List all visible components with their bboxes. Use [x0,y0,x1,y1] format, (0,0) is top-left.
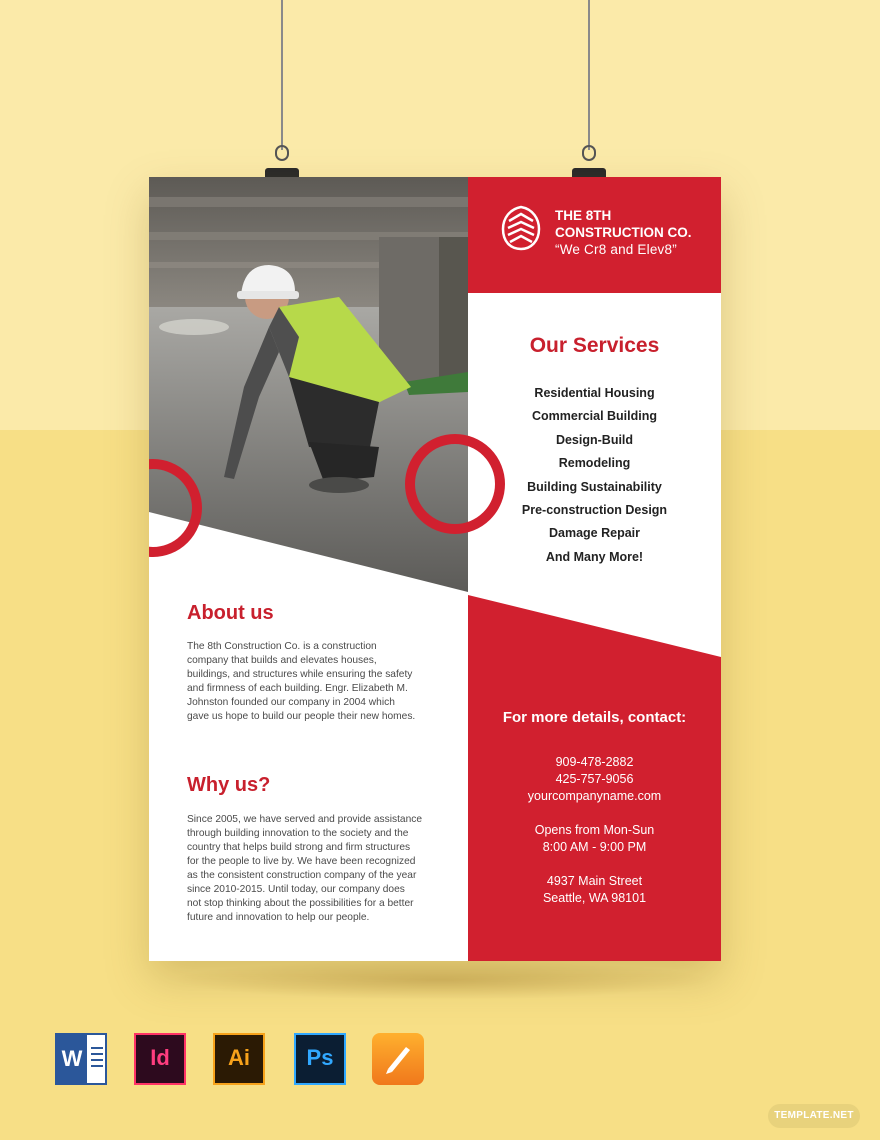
poster-shadow [170,960,710,1000]
why-line: since 2010-2015. Until today, our company does [187,884,405,895]
pages-icon[interactable] [372,1033,424,1085]
contact-city: Seattle, WA 98101 [542,891,647,905]
service-item: Damage Repair [548,526,640,541]
why-line: not stop thinking about the possibilities for a better [187,898,414,909]
word-icon[interactable]: W [55,1033,107,1085]
contact-phone-1: 909-478-2882 [555,755,634,769]
company-name-line2: CONSTRUCTION CO. [555,225,692,240]
template-net-watermark: TEMPLATE.NET [768,1104,860,1128]
services-title: Our Services [529,334,660,357]
why-line: Since 2005, we have served and provide assistance [187,814,423,825]
service-item: Design-Build [555,432,634,447]
company-tagline: “We Cr8 and Elev8” [555,242,677,257]
about-line: Johnston founded our company in 2004 which [187,697,395,708]
about-body [187,640,437,724]
contact-street: 4937 Main Street [546,874,643,888]
indesign-icon[interactable]: Id [134,1033,186,1085]
hanging-wire-right [588,0,590,150]
why-line: through building innovation to the society and the [187,828,409,839]
service-item: Commercial Building [531,409,658,424]
company-header [555,207,692,258]
contact-hours-label: Opens from Mon-Sun [534,823,655,837]
binder-clip-loop-right [582,145,596,161]
building-stripes-logo [501,205,541,251]
services-list [468,382,721,569]
why-line: future and innovation to help our people. [187,912,370,923]
about-line: buildings, and structures while ensuring the safety [187,669,413,680]
illustrator-icon[interactable]: Ai [213,1033,265,1085]
service-item: Pre-construction Design [521,502,668,517]
why-line: as the consistent construction company of the year [187,870,417,881]
about-title: About us [187,602,274,624]
contact-phone-2: 425-757-9056 [555,772,634,786]
hanging-wire-left [281,0,283,150]
about-line: The 8th Construction Co. is a construction [187,641,377,652]
flyer-poster [149,177,721,961]
why-line: for the people to live by. We have been recognized [187,856,416,867]
service-item: Building Sustainability [527,479,662,494]
about-line: company that builds and elevates houses, [187,655,377,666]
contact-title: For more details, contact: [502,709,687,726]
service-item: Residential Housing [534,386,655,400]
contact-address [468,873,721,907]
why-line: country that helps build strong and firm structures [187,842,411,853]
company-name-line1: THE 8TH [555,208,612,223]
binder-clip-loop-left [275,145,289,161]
service-item: Remodeling [558,456,631,471]
about-line: and firmness of each building. Engr. Elizabeth M. [187,683,408,694]
contact-phones [468,754,721,805]
why-body [187,813,437,925]
service-item: And Many More! [545,549,644,564]
about-line: gave us hope to build our people their new homes. [187,711,416,722]
photoshop-icon[interactable]: Ps [294,1033,346,1085]
pen-icon [382,1041,414,1075]
contact-hours [468,822,721,856]
contact-website: yourcompanyname.com [527,789,662,803]
why-title: Why us? [187,774,271,796]
contact-hours-value: 8:00 AM - 9:00 PM [542,840,647,854]
